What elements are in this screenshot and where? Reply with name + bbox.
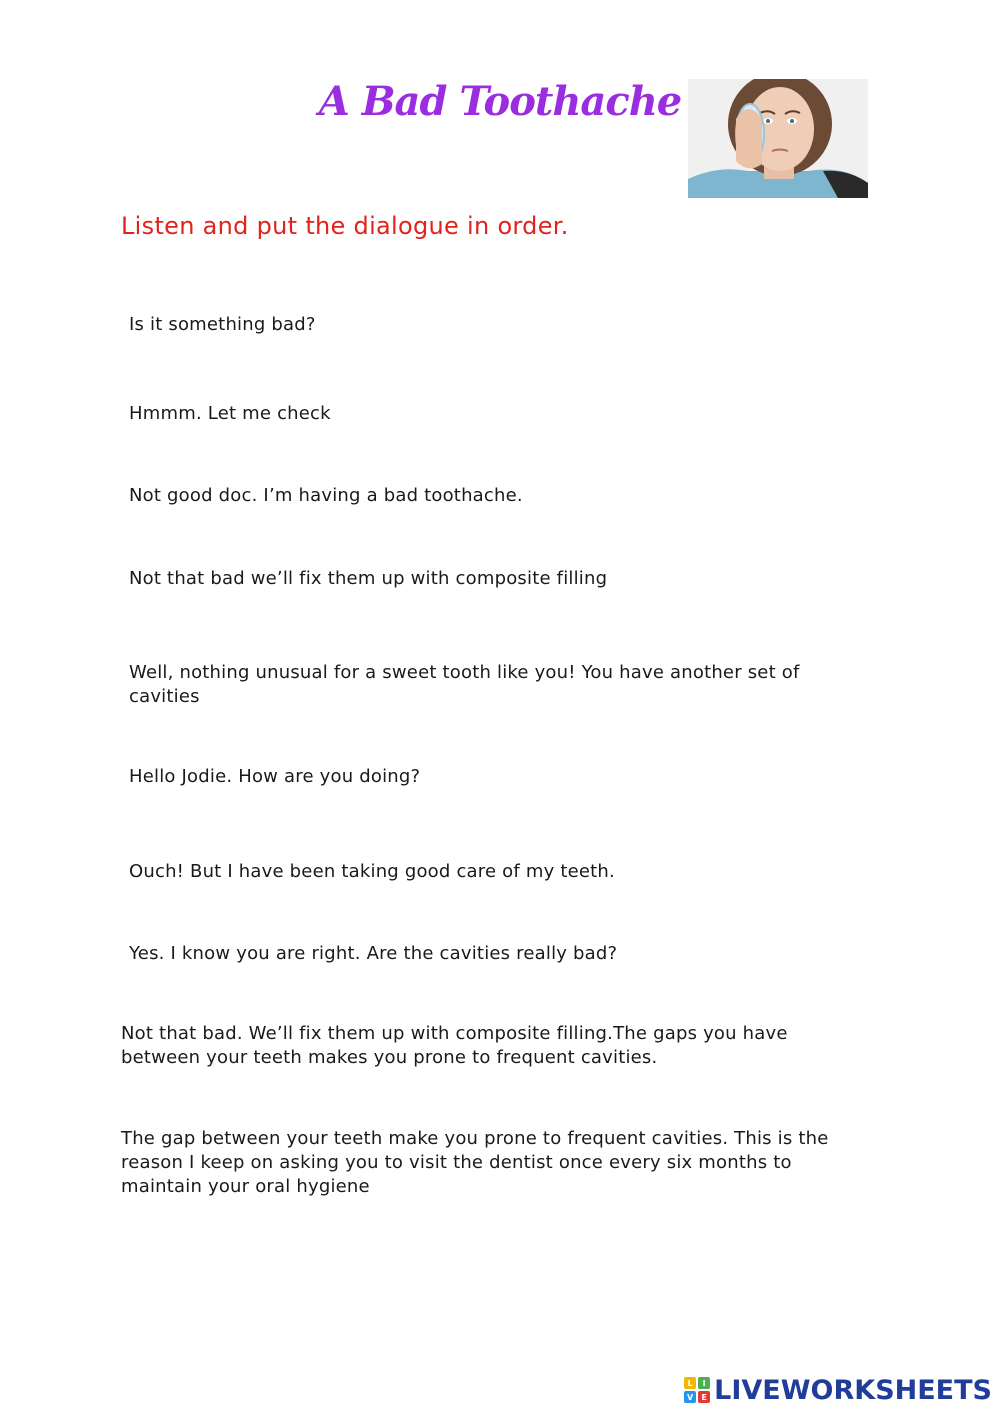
brand-name: LIVEWORKSHEETS	[714, 1374, 992, 1406]
toothache-woman-photo	[688, 79, 868, 198]
dialogue-line[interactable]: Not good doc. I’m having a bad toothache.	[129, 485, 523, 506]
logo-tile: L	[684, 1377, 696, 1389]
logo-tiles-icon	[684, 1377, 710, 1403]
dialogue-line[interactable]: Not that bad we’ll fix them up with composite filling	[129, 568, 608, 589]
dialogue-line[interactable]: Hello Jodie. How are you doing?	[129, 766, 421, 787]
dialogue-line[interactable]: Hmmm. Let me check	[129, 403, 331, 424]
dialogue-line[interactable]: Well, nothing unusual for a sweet tooth like you! You have another set of cavities	[129, 662, 800, 707]
dialogue-line[interactable]: Ouch! But I have been taking good care of my teeth.	[129, 861, 615, 882]
instruction-heading: Listen and put the dialogue in order.	[121, 212, 569, 240]
dialogue-line[interactable]: Is it something bad?	[129, 314, 316, 335]
logo-tile: V	[684, 1391, 696, 1403]
woman-holding-cheek-illustration	[688, 79, 868, 198]
dialogue-line[interactable]: Yes. I know you are right. Are the cavities really bad?	[129, 943, 618, 964]
dialogue-line[interactable]: Not that bad. We’ll fix them up with composite filling.The gaps you have between your teeth makes you prone to frequent cavities.	[121, 1023, 788, 1068]
liveworksheets-logo[interactable]	[684, 1373, 992, 1407]
logo-tile: I	[698, 1377, 710, 1389]
dialogue-line[interactable]: The gap between your teeth make you prone to frequent cavities. This is the reason I keep on asking you to visit the dentist once every six months to maintain your oral hygiene	[121, 1128, 829, 1197]
logo-tile: E	[698, 1391, 710, 1403]
worksheet-title: A Bad Toothache	[318, 78, 682, 125]
